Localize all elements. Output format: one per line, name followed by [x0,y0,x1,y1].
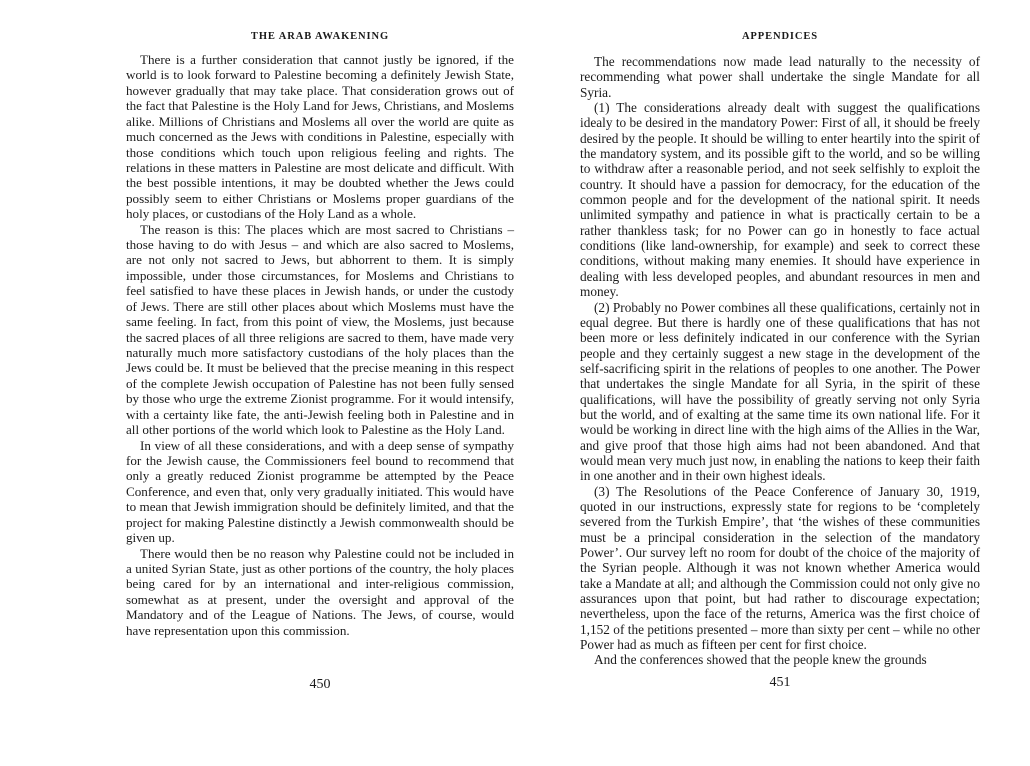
right-page [580,0,980,766]
paragraph: And the conferences showed that the people knew the grounds [594,652,927,668]
paragraph: The recommendations now made lead naturally to the necessity of recommending what power shall undertake the single Mandate for all Syria. [580,54,980,100]
paragraph: (1) The considerations already dealt with suggest the qualifications idealy to be desired in the mandatory Power: First of all, it should be freely desired by the people. It should be willing to enter heartily into the spirit of the mandatory system, and its possible gift to the world, and so be willing to withdraw after a reasonable period, and not seek selfishly to exploit the country. It should have a passion for democracy, for the education of the common people and for the development of the national spirit. It needs unlimited sympathy and patience in what is practically certain to be a rather thankless task; for no Power can go in honestly to face actual conditions (like land-ownership, for example) and seek to correct these conditions, without making many enemies. It should have experience in dealing with less developed peoples, and abundant resources in men and money. [580,100,980,300]
page-number: 450 [309,677,331,692]
paragraph: There is a further consideration that cannot justly be ignored, if the world is to look forward to Palestine becoming a definitely Jewish State, however gradually that may take place. That consideration grows out of the fact that Palestine is the Holy Land for Jews, Christians, and Moslems alike. Millions of Christians and Moslems all over the world are quite as much concerned as the Jews with conditions in Palestine, especially with those conditions which touch upon religious feeling and rights. The relations in these matters in Palestine are most delicate and difficult. With the best possible intentions, it may be doubted whether the Jews could possibly seem to either Christians or Moslems proper guardians of the holy places, or custodians of the Holy Land as a whole. [126,52,514,222]
running-head: APPENDICES [741,31,819,42]
page-body [126,52,514,638]
left-page [126,0,514,766]
paragraph: The reason is this: The places which are most sacred to Christians – those having to do with Jesus – and which are also sacred to Moslems, are not only not sacred to Jews, but abhorrent to them. It is simply impossible, under those circumstances, for Moslems and Christians to feel satisfied to have these places in Jewish hands, or under the custody of Jews. There are still other places about which Moslems must have the same feeling. In fact, from this point of view, the Moslems, just because the sacred places of all three religions are sacred to them, have made very naturally much more satisfactory custodians of the holy places than the Jews could be. It must be believed that the precise meaning in this respect of the complete Jewish occupation of Palestine has not been fully sensed by those who urge the extreme Zionist programme. For it would intensify, with a certainty like fate, the anti-Jewish feeling both in Palestine and in all other portions of the world which look to Palestine as the Holy Land. [126,221,514,438]
page-body [580,54,980,668]
page-number: 451 [769,675,791,690]
paragraph: There would then be no reason why Palestine could not be included in a united Syrian State, just as other portions of the country, the holy places being cared for by an international and inter-religious commission, somewhat as at present, under the oversight and approval of the Mandatory and of the League of Nations. The Jews, of course, would have representation upon this commission. [126,545,514,638]
paragraph: (2) Probably no Power combines all these qualifications, certainly not in equal degree. But there is hardly one of these qualifications that has not been more or less definitely indicated in our conference with the Syrian people and they certainly suggest a new stage in the development of the self-sacrificing spirit in the relations of peoples to one another. The Power that undertakes the single Mandate for all Syria, in the spirit of these qualifications, will have the possibility of greatly serving not only Syria but the world, and of exalting at the same time its own national life. For it would be working in direct line with the high aims of the Allies in the War, and give proof that those high aims had not been abandoned. And that would mean very much just now, in enabling the nations to keep their faith in one another and in their own highest ideals. [580,299,980,484]
running-head: THE ARAB AWAKENING [250,31,390,42]
paragraph: (3) The Resolutions of the Peace Conference of January 30, 1919, quoted in our instructions, expressly state for regions to be ‘completely severed from the Turkish Empire’, that ‘the wishes of these communities must be a principal consideration in the selection of the mandatory Power’. Our survey left no room for doubt of the choice of the majority of the Syrian people. Although it was not known whether America would take a Mandate at all; and although the Commission could not only give no assurances upon that point, but had rather to discourage expectation; nevertheless, upon the face of the returns, America was the first choice of 1,152 of the petitions presented – more than sixty per cent – while no other Power had as much as fifteen per cent for first choice. [580,483,980,653]
paragraph: In view of all these considerations, and with a deep sense of sympathy for the Jewish cause, the Commissioners feel bound to recommend that only a greatly reduced Zionist programme be attempted by the Peace Conference, and even that, only very gradually initiated. This would have to mean that Jewish immigration should be definitely limited, and that the project for making Palestine distinctly a Jewish commonwealth should be given up. [126,437,514,546]
